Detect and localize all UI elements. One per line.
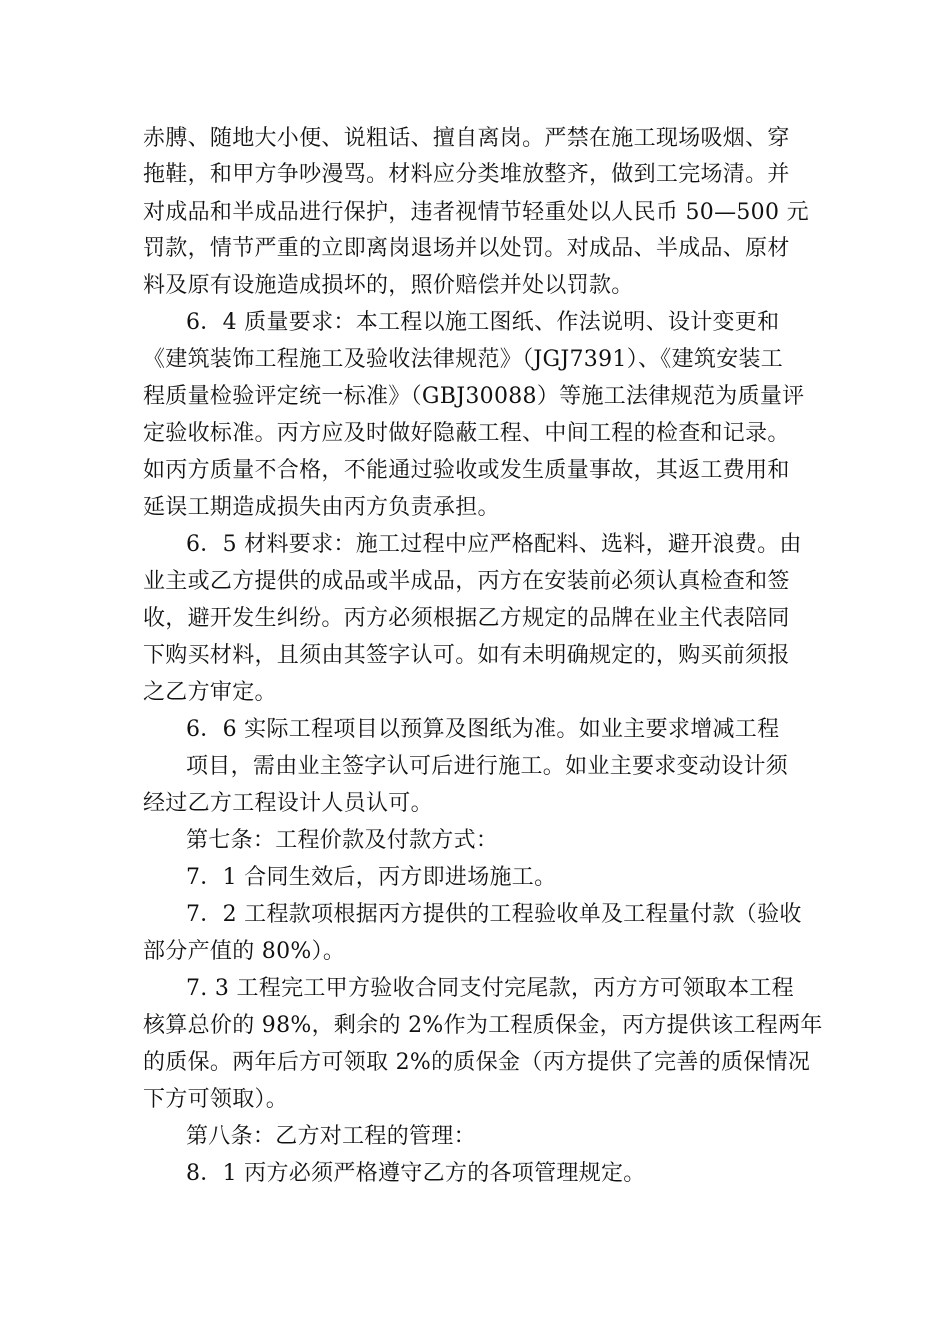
text-line: 8．1 丙方必须严格遵守乙方的各项管理规定。 — [186, 1161, 646, 1186]
text-line: 赤膊、随地大小便、说粗话、擅自离岗。严禁在施工现场吸烟、穿 — [143, 126, 790, 151]
text-line: 7. 3 工程完工甲方验收合同支付完尾款，丙方方可领取本工程 — [186, 976, 794, 1001]
text-line: 如丙方质量不合格，不能通过验收或发生质量事故，其返工费用和 — [143, 458, 790, 483]
text-line: 程质量检验评定统一标准》（GBJ30088）等施工法律规范为质量评 — [143, 384, 805, 409]
text-line: 下方可领取）。 — [143, 1087, 289, 1112]
text-line: 料及原有设施造成损坏的，照价赔偿并处以罚款。 — [143, 273, 634, 298]
text-line: 收，避开发生纠纷。丙方必须根据乙方规定的品牌在业主代表陪同 — [143, 606, 790, 631]
text-line: 项目，需由业主签字认可后进行施工。如业主要求变动设计须 — [186, 754, 789, 779]
text-line: 拖鞋，和甲方争吵漫骂。材料应分类堆放整齐，做到工完场清。并 — [143, 162, 790, 187]
text-line: 之乙方审定。 — [143, 680, 277, 705]
text-line: 定验收标准。丙方应及时做好隐蔽工程、中间工程的检查和记录。 — [143, 421, 790, 446]
section-heading: 第八条：乙方对工程的管理： — [186, 1124, 476, 1149]
text-line: 罚款，情节严重的立即离岗退场并以处罚。对成品、半成品、原材 — [143, 236, 790, 261]
text-line: 核算总价的 98%，剩余的 2%作为工程质保金，丙方提供该工程两年 — [143, 1013, 823, 1038]
text-line: 下购买材料，且须由其签字认可。如有未明确规定的，购买前须报 — [143, 643, 790, 668]
text-line: 7．1 合同生效后，丙方即进场施工。 — [186, 865, 557, 890]
text-line: 经过乙方工程设计人员认可。 — [143, 791, 433, 816]
text-line: 6．6 实际工程项目以预算及图纸为准。如业主要求增减工程 — [186, 717, 780, 742]
section-heading: 第七条：工程价款及付款方式： — [186, 828, 499, 853]
text-line: 对成品和半成品进行保护，违者视情节轻重处以人民币 50—500 元 — [143, 200, 809, 225]
text-line: 7．2 工程款项根据丙方提供的工程验收单及工程量付款（验收 — [186, 902, 802, 927]
text-line: 6．5 材料要求：施工过程中应严格配料、选料，避开浪费。由 — [186, 532, 802, 557]
text-line: 《建筑装饰工程施工及验收法律规范》（JGJ7391）、《建筑安装工 — [143, 347, 784, 372]
text-line: 业主或乙方提供的成品或半成品，丙方在安装前必须认真检查和签 — [143, 569, 790, 594]
text-line: 部分产值的 80%）。 — [143, 939, 346, 964]
text-line: 6．4 质量要求：本工程以施工图纸、作法说明、设计变更和 — [186, 310, 780, 335]
text-line: 的质保。两年后方可领取 2%的质保金（丙方提供了完善的质保情况 — [143, 1050, 811, 1075]
text-line: 延误工期造成损失由丙方负责承担。 — [143, 495, 500, 520]
